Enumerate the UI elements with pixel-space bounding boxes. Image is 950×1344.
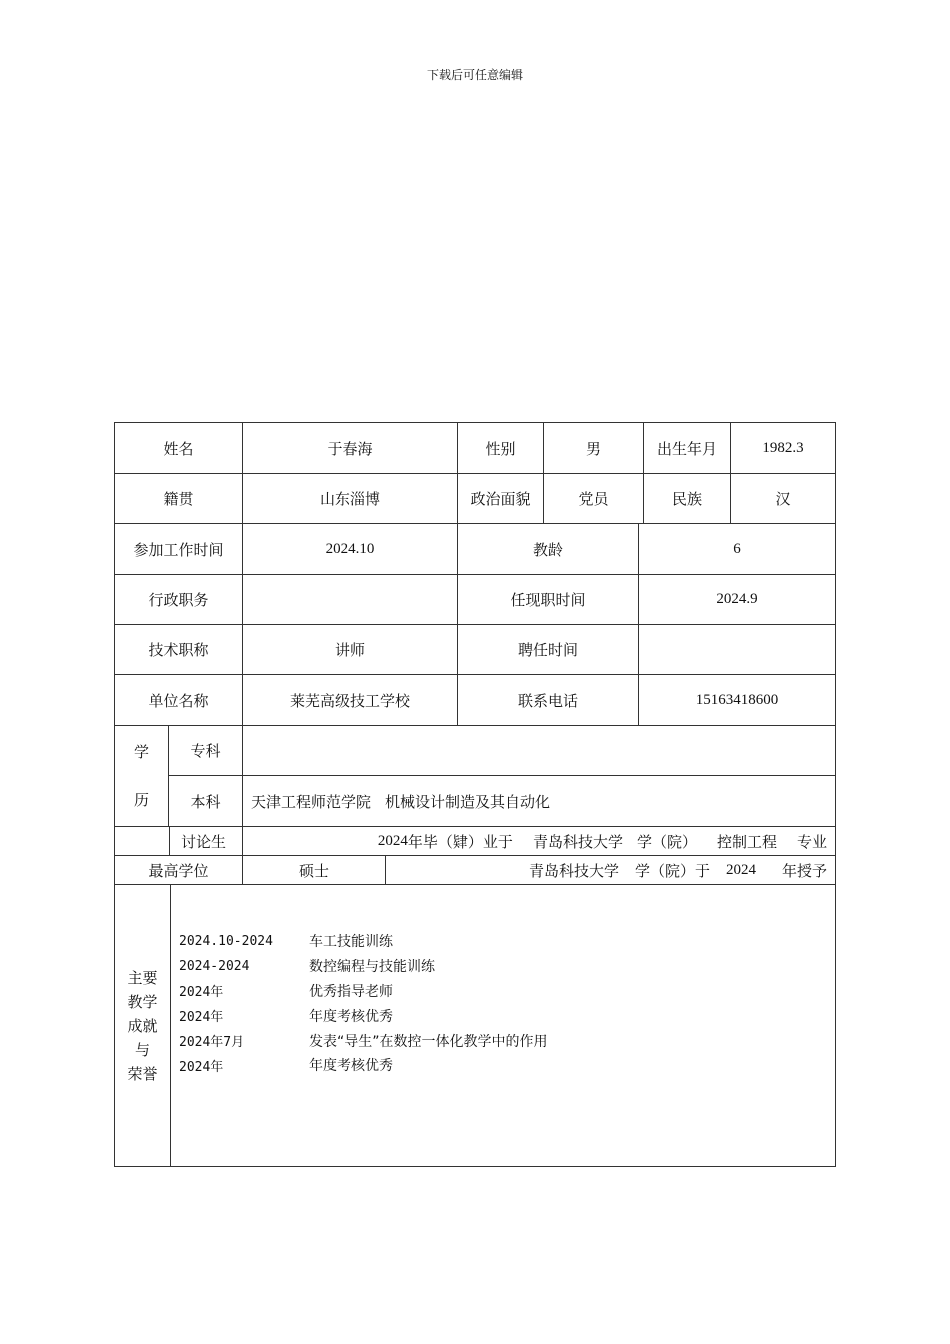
birth-value: 1982.3 <box>731 423 835 474</box>
ethnic-label: 民族 <box>644 474 731 524</box>
phone-label: 联系电话 <box>458 675 639 726</box>
appoint-time-value <box>639 625 835 675</box>
achievement-date: 2024-2024 <box>179 958 250 974</box>
degree-label: 最高学位 <box>115 856 243 885</box>
achievements-label-5: 荣誉 <box>127 1064 158 1083</box>
bachelor-value <box>243 776 835 827</box>
graduate-label: 讨论生 <box>181 832 227 851</box>
name-label: 姓名 <box>115 423 243 474</box>
achievement-text: 发表“导生”在数控一体化教学中的作用 <box>309 1033 548 1050</box>
graduate-year: 2024 <box>377 832 408 849</box>
political-value: 党员 <box>544 474 644 524</box>
work-start-label: 参加工作时间 <box>115 524 243 575</box>
bachelor-label: 本科 <box>169 776 243 827</box>
achievement-text: 优秀指导老师 <box>309 983 393 1000</box>
graduate-school: 青岛科技大学 <box>532 832 623 851</box>
gender-value: 男 <box>544 423 644 474</box>
list-item <box>179 929 548 954</box>
degree-text-1: 学（院）于 <box>634 861 710 880</box>
achievement-date: 2024.10-2024 <box>179 933 273 949</box>
junior-college-value <box>243 726 835 776</box>
degree-text-2: 年授予 <box>781 861 827 880</box>
graduate-row-left <box>115 827 243 856</box>
achievements-label-1: 主要 <box>127 968 158 987</box>
degree-school: 青岛科技大学 <box>528 861 619 880</box>
achievement-date: 2024年 <box>179 1010 224 1026</box>
tech-title-label: 技术职称 <box>115 625 243 675</box>
appoint-time-label: 聘任时间 <box>458 625 639 675</box>
degree-detail <box>386 856 835 885</box>
education-label <box>115 726 169 827</box>
achievements-list <box>179 929 548 1078</box>
native-value: 山东淄博 <box>243 474 458 524</box>
graduate-text-2: 学（院） <box>636 832 697 851</box>
graduate-text-1: 年毕（肄）业于 <box>407 832 513 851</box>
achievements-label-3: 成就 <box>127 1016 158 1035</box>
phone-value: 15163418600 <box>639 675 835 726</box>
teaching-years-label: 教龄 <box>458 524 639 575</box>
education-label-1: 学 <box>133 743 149 761</box>
current-post-time-value: 2024.9 <box>639 575 835 625</box>
bachelor-school: 天津工程师范学院 <box>251 792 372 811</box>
header-note: 下载后可任意编辑 <box>426 68 523 82</box>
achievements-label-2: 教学 <box>127 992 158 1011</box>
degree-value: 硕士 <box>243 856 386 885</box>
list-item <box>179 954 548 979</box>
list-item <box>179 1028 548 1053</box>
teacher-info-table <box>114 422 836 1167</box>
achievement-text: 年度考核优秀 <box>309 1008 393 1025</box>
bachelor-major: 机械设计制造及其自动化 <box>385 792 551 811</box>
achievement-text: 数控编程与技能训练 <box>309 959 435 976</box>
admin-post-value <box>243 575 458 625</box>
junior-college-label: 专科 <box>169 726 243 776</box>
achievements-label <box>115 885 171 1166</box>
unit-value: 莱芜高级技工学校 <box>243 675 458 726</box>
graduate-major: 控制工程 <box>716 832 777 851</box>
graduate-text-3: 专业 <box>796 832 827 851</box>
education-label-2: 历 <box>133 791 149 809</box>
birth-label: 出生年月 <box>644 423 731 474</box>
current-post-time-label: 任现职时间 <box>458 575 639 625</box>
achievement-date: 2024年 <box>179 985 224 1001</box>
list-item <box>179 1003 548 1028</box>
achievement-date: 2024年7月 <box>179 1035 245 1051</box>
tech-title-value: 讲师 <box>243 625 458 675</box>
admin-post-label: 行政职务 <box>115 575 243 625</box>
list-item <box>179 1053 548 1078</box>
unit-label: 单位名称 <box>115 675 243 726</box>
list-item <box>179 979 548 1004</box>
achievements-label-4: 与 <box>134 1040 150 1059</box>
native-label: 籍贯 <box>115 474 243 524</box>
achievement-text: 年度考核优秀 <box>309 1058 393 1075</box>
graduate-value <box>243 827 835 856</box>
ethnic-value: 汉 <box>731 474 835 524</box>
achievement-date: 2024年 <box>179 1059 224 1075</box>
degree-year: 2024 <box>725 861 756 878</box>
teaching-years-value: 6 <box>639 524 835 575</box>
name-value: 于春海 <box>243 423 458 474</box>
work-start-value: 2024.10 <box>243 524 458 575</box>
gender-label: 性别 <box>458 423 544 474</box>
political-label: 政治面貌 <box>458 474 544 524</box>
achievements-content <box>171 885 835 1166</box>
achievement-text: 车工技能训练 <box>309 934 393 951</box>
